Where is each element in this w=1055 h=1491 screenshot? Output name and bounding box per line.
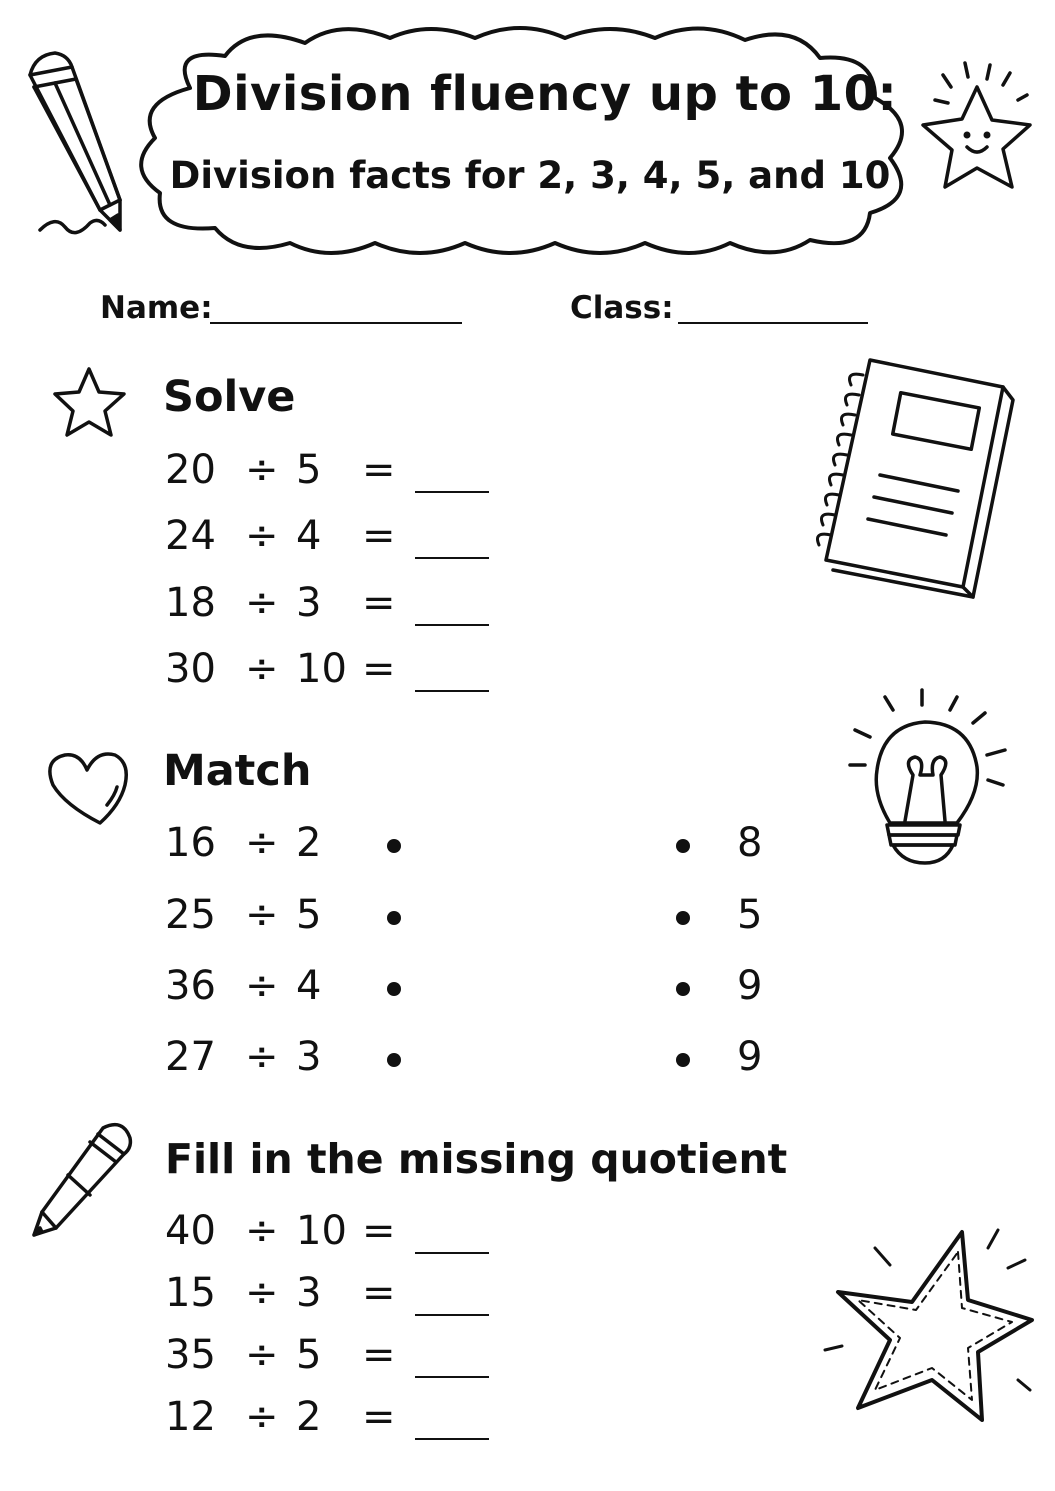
answer-blank[interactable]	[415, 1252, 489, 1254]
match-dot-left[interactable]	[387, 911, 401, 925]
fill-heading: Fill in the missing quotient	[165, 1135, 788, 1183]
dividend: 27	[165, 1034, 216, 1080]
match-dot-right[interactable]	[676, 1053, 690, 1067]
divisor: 10	[296, 1208, 347, 1254]
divide-sign: ÷	[245, 513, 279, 559]
divide-sign: ÷	[245, 892, 279, 938]
match-answer: 9	[737, 963, 763, 1009]
equals-sign: =	[362, 1208, 396, 1254]
divisor: 2	[296, 1394, 322, 1440]
worksheet-title: Division fluency up to 10:	[192, 66, 898, 122]
match-dot-left[interactable]	[387, 982, 401, 996]
equals-sign: =	[362, 1394, 396, 1440]
pencil-icon	[20, 45, 140, 245]
match-answer: 5	[737, 892, 763, 938]
divisor: 5	[296, 447, 322, 493]
dividend: 20	[165, 447, 216, 493]
match-answer: 8	[737, 820, 763, 866]
divisor: 5	[296, 892, 322, 938]
divide-sign: ÷	[245, 580, 279, 626]
dividend: 24	[165, 513, 216, 559]
divide-sign: ÷	[245, 646, 279, 692]
divisor: 4	[296, 513, 322, 559]
equals-sign: =	[362, 1332, 396, 1378]
match-dot-right[interactable]	[676, 982, 690, 996]
answer-blank[interactable]	[415, 1376, 489, 1378]
heart-icon	[45, 745, 130, 830]
match-dot-left[interactable]	[387, 839, 401, 853]
equals-sign: =	[362, 646, 396, 692]
class-input-line[interactable]	[678, 322, 868, 324]
star-smile-icon	[915, 55, 1045, 205]
notebook-icon	[808, 355, 1023, 600]
divide-sign: ÷	[245, 963, 279, 1009]
dividend: 40	[165, 1208, 216, 1254]
equals-sign: =	[362, 513, 396, 559]
divisor: 2	[296, 820, 322, 866]
match-answer: 9	[737, 1034, 763, 1080]
answer-blank[interactable]	[415, 1314, 489, 1316]
star-outline-icon	[52, 365, 127, 437]
divisor: 5	[296, 1332, 322, 1378]
equals-sign: =	[362, 580, 396, 626]
match-dot-left[interactable]	[387, 1053, 401, 1067]
dividend: 35	[165, 1332, 216, 1378]
dividend: 16	[165, 820, 216, 866]
answer-blank[interactable]	[415, 491, 489, 493]
dividend: 15	[165, 1270, 216, 1316]
dividend: 12	[165, 1394, 216, 1440]
name-label: Name:	[100, 290, 213, 326]
pencil-small-icon	[28, 1120, 138, 1240]
divide-sign: ÷	[245, 1332, 279, 1378]
divisor: 3	[296, 1034, 322, 1080]
divide-sign: ÷	[245, 1270, 279, 1316]
name-input-line[interactable]	[210, 322, 462, 324]
dashed-star-icon	[820, 1220, 1045, 1435]
dividend: 30	[165, 646, 216, 692]
class-label: Class:	[570, 290, 674, 326]
divisor: 10	[296, 646, 347, 692]
dividend: 36	[165, 963, 216, 1009]
equals-sign: =	[362, 447, 396, 493]
lightbulb-icon	[845, 685, 1015, 875]
divide-sign: ÷	[245, 447, 279, 493]
equals-sign: =	[362, 1270, 396, 1316]
divisor: 3	[296, 1270, 322, 1316]
title-cloud-frame	[130, 18, 920, 258]
divide-sign: ÷	[245, 820, 279, 866]
answer-blank[interactable]	[415, 557, 489, 559]
divide-sign: ÷	[245, 1034, 279, 1080]
dividend: 25	[165, 892, 216, 938]
answer-blank[interactable]	[415, 624, 489, 626]
divisor: 3	[296, 580, 322, 626]
answer-blank[interactable]	[415, 690, 489, 692]
solve-heading: Solve	[163, 372, 296, 422]
worksheet-subtitle: Division facts for 2, 3, 4, 5, and 10	[169, 154, 891, 197]
divide-sign: ÷	[245, 1394, 279, 1440]
answer-blank[interactable]	[415, 1438, 489, 1440]
divisor: 4	[296, 963, 322, 1009]
match-heading: Match	[163, 746, 312, 796]
match-dot-right[interactable]	[676, 839, 690, 853]
divide-sign: ÷	[245, 1208, 279, 1254]
match-dot-right[interactable]	[676, 911, 690, 925]
dividend: 18	[165, 580, 216, 626]
